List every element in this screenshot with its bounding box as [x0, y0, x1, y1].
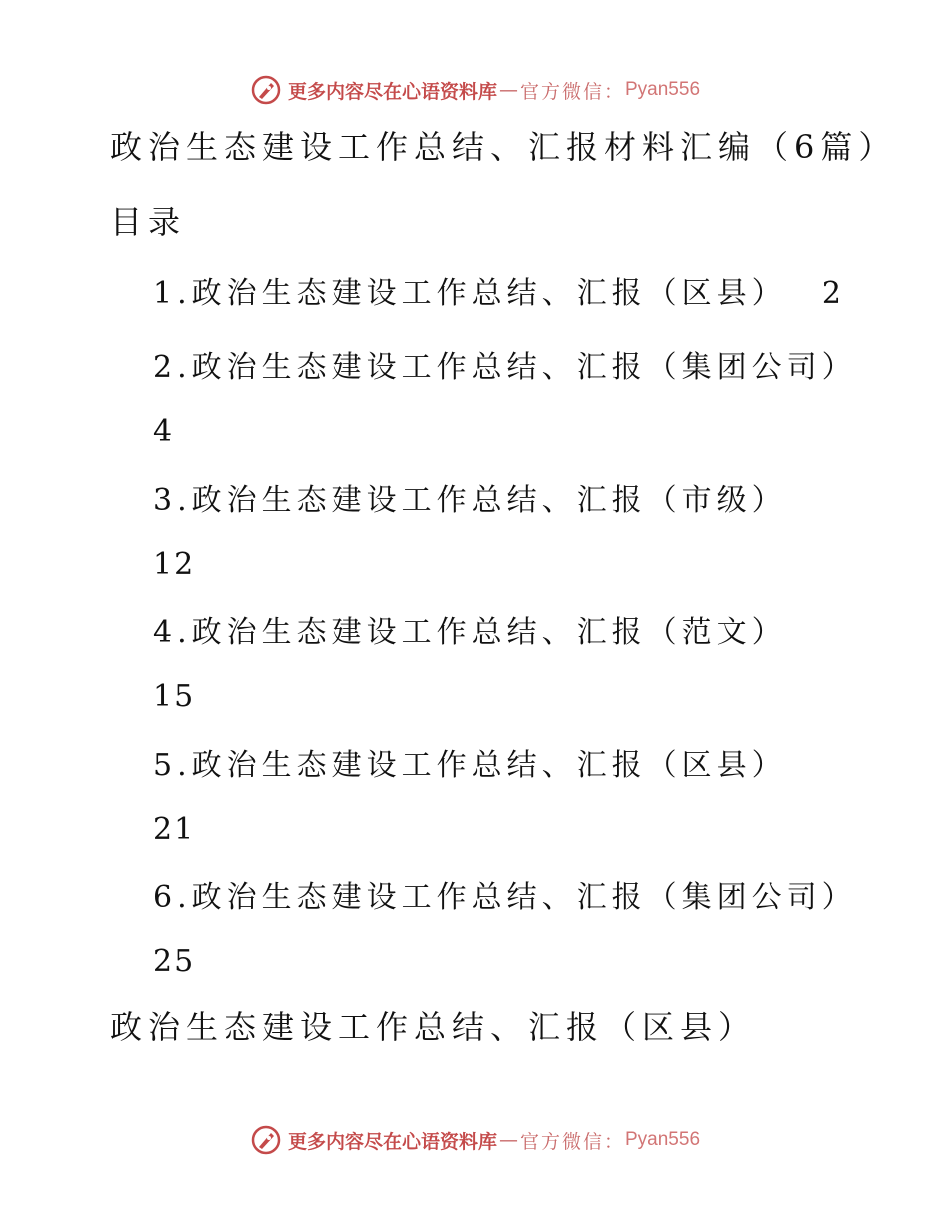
toc-item[interactable] [153, 601, 843, 729]
official-wechat-label: 官方微信： [519, 80, 625, 103]
document-title: 政治生态建设工作总结、汇报材料汇编（6篇） [110, 128, 897, 166]
section-title: 政治生态建设工作总结、汇报（区县） [110, 1008, 757, 1046]
toc-item-label: 3.政治生态建设工作总结、汇报（市级） [153, 483, 787, 518]
toc-item[interactable] [153, 336, 857, 464]
banner-dash: — [498, 1129, 518, 1151]
toc-item-page: 2 [821, 276, 843, 311]
toc-item-page: 15 [153, 679, 196, 714]
header-banner [0, 70, 950, 110]
toc-item[interactable] [153, 262, 843, 326]
brand-text: 更多内容尽在心语资料库 [287, 80, 497, 103]
toc-item-label: 6.政治生态建设工作总结、汇报（集团公司） [153, 880, 857, 915]
official-wechat-label: 官方微信： [519, 1130, 625, 1153]
toc-item-page: 4 [153, 414, 175, 449]
pen-nib-logo-icon [250, 74, 282, 106]
brand-text: 更多内容尽在心语资料库 [287, 1130, 497, 1153]
toc-item-label: 1.政治生态建设工作总结、汇报（区县） [153, 276, 787, 311]
toc-item-label: 4.政治生态建设工作总结、汇报（范文） [153, 615, 787, 650]
toc-item[interactable] [153, 866, 857, 994]
toc-item[interactable] [153, 734, 843, 862]
toc-item[interactable] [153, 469, 843, 597]
toc-item-page: 21 [153, 812, 196, 847]
wechat-id: Pyan556 [625, 79, 701, 100]
toc-item-label: 5.政治生态建设工作总结、汇报（区县） [153, 748, 787, 783]
banner-dash: — [498, 79, 518, 101]
toc-item-page: 25 [153, 944, 196, 979]
toc-heading: 目录 [110, 203, 187, 241]
footer-banner [0, 1120, 950, 1160]
toc-item-page: 12 [153, 547, 196, 582]
pen-nib-logo-icon [250, 1124, 282, 1156]
toc-item-label: 2.政治生态建设工作总结、汇报（集团公司） [153, 350, 857, 385]
wechat-id: Pyan556 [625, 1129, 701, 1150]
